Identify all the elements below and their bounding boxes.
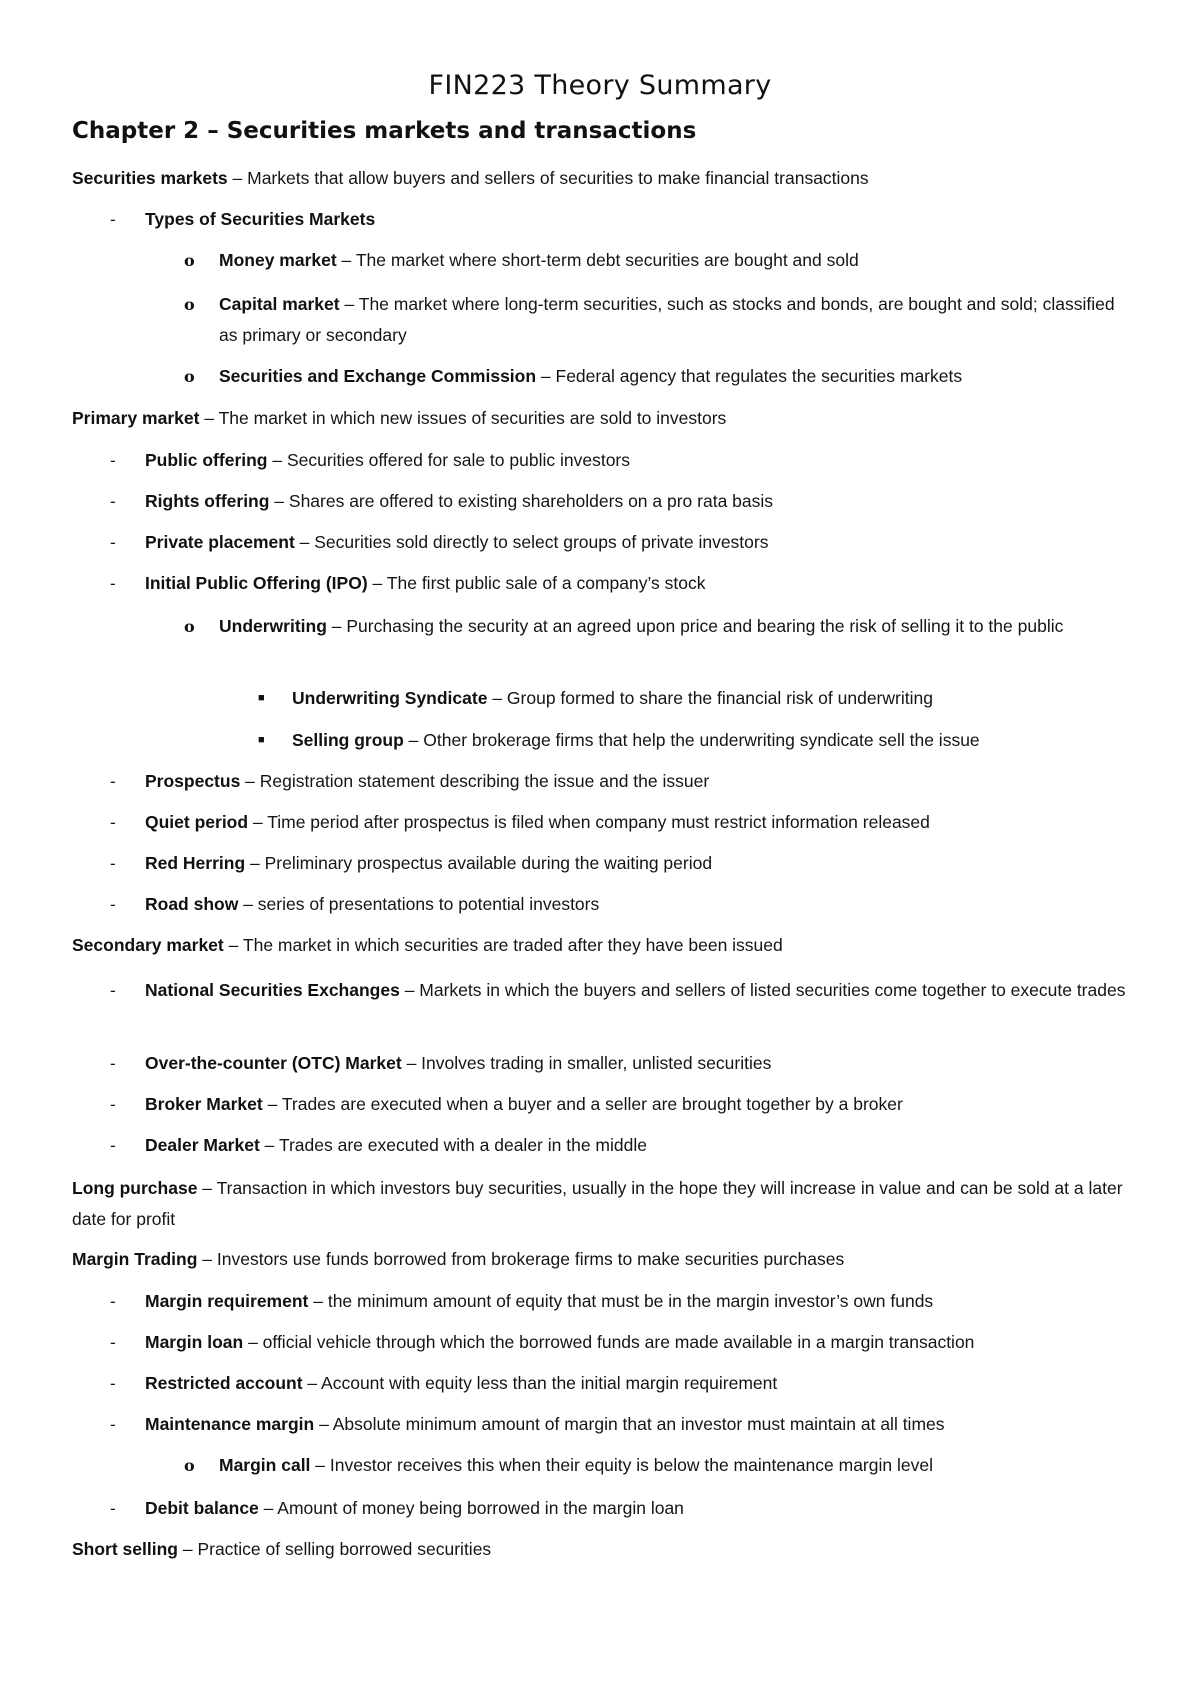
- definition-line: [145, 1286, 1135, 1317]
- term: Road show: [145, 894, 239, 914]
- definition-line: [219, 1450, 1124, 1481]
- definition: – The market where short-term debt securities are bought and sold: [336, 250, 859, 270]
- dash-bullet: -: [110, 1333, 116, 1352]
- circle-bullet: o: [184, 367, 195, 386]
- definition: – series of presentations to potential investors: [238, 894, 600, 914]
- term: Rights offering: [145, 491, 270, 511]
- definition-line: [219, 611, 1124, 642]
- definition: – Preliminary prospectus available during the waiting period: [245, 853, 713, 873]
- dash-bullet: -: [110, 1374, 116, 1393]
- dash-bullet: -: [110, 1415, 116, 1434]
- definition: – Practice of selling borrowed securities: [177, 1539, 492, 1559]
- circle-bullet: o: [184, 295, 195, 314]
- definition-line: [145, 975, 1135, 1006]
- definition: – Amount of money being borrowed in the margin loan: [258, 1498, 684, 1518]
- term: National Securities Exchanges: [145, 980, 400, 1000]
- dash-bullet: -: [110, 772, 116, 791]
- term: Selling group: [292, 730, 404, 750]
- term: Underwriting: [219, 616, 327, 636]
- definition: – Investor receives this when their equity is below the maintenance margin level: [310, 1455, 933, 1475]
- dash-bullet: -: [110, 210, 116, 229]
- definition-line: [219, 245, 1124, 276]
- definition-line: [145, 486, 1135, 517]
- term: Red Herring: [145, 853, 246, 873]
- definition-line: [145, 1089, 1135, 1120]
- definition: – Markets that allow buyers and sellers of securities to make financial transactions: [227, 168, 869, 188]
- definition: – Other brokerage firms that help the underwriting syndicate sell the issue: [403, 730, 980, 750]
- definition-line: [145, 445, 1135, 476]
- definition: – Absolute minimum amount of margin that an investor must maintain at all times: [314, 1414, 945, 1434]
- square-bullet: ■: [258, 734, 265, 746]
- definition-line: [292, 725, 1132, 756]
- definition-line: [145, 1493, 1135, 1524]
- definition-line: [72, 403, 726, 434]
- dash-bullet: -: [110, 1095, 116, 1114]
- chapter-heading: Chapter 2 – Securities markets and transactions: [72, 118, 697, 144]
- term: Securities markets: [72, 168, 228, 188]
- definition: – The market in which securities are traded after they have been issued: [223, 935, 783, 955]
- square-bullet: ■: [258, 692, 265, 704]
- circle-bullet: o: [184, 1456, 195, 1475]
- definition-line: [145, 1368, 1135, 1399]
- definition-line: [145, 568, 1135, 599]
- definition-line: [145, 1130, 1135, 1161]
- definition: – Purchasing the security at an agreed upon price and bearing the risk of selling it to the public: [326, 616, 1064, 636]
- term: Types of Securities Markets: [145, 209, 376, 229]
- term: Private placement: [145, 532, 295, 552]
- term: Prospectus: [145, 771, 241, 791]
- definition-line: [219, 289, 1124, 351]
- definition-line: [72, 1534, 491, 1565]
- definition-line: [292, 683, 1132, 714]
- term: Short selling: [72, 1539, 178, 1559]
- definition: – Federal agency that regulates the securities markets: [536, 366, 963, 386]
- definition: – Shares are offered to existing shareholders on a pro rata basis: [269, 491, 774, 511]
- term: Restricted account: [145, 1373, 303, 1393]
- definition: – Group formed to share the financial risk of underwriting: [487, 688, 933, 708]
- term: Money market: [219, 250, 337, 270]
- term: Margin call: [219, 1455, 311, 1475]
- definition: – The first public sale of a company’s stock: [367, 573, 706, 593]
- term: Maintenance margin: [145, 1414, 315, 1434]
- definition: – the minimum amount of equity that must be in the margin investor’s own funds: [308, 1291, 934, 1311]
- definition: – Registration statement describing the issue and the issuer: [240, 771, 710, 791]
- term: Secondary market: [72, 935, 224, 955]
- definition-line: [145, 766, 1135, 797]
- term: Long purchase: [72, 1178, 198, 1198]
- definition: – official vehicle through which the borrowed funds are made available in a margin transaction: [243, 1332, 975, 1352]
- definition-line: [145, 1048, 1135, 1079]
- definition: – The market in which new issues of securities are sold to investors: [199, 408, 727, 428]
- definition-line: [145, 527, 1135, 558]
- term: Dealer Market: [145, 1135, 260, 1155]
- definition: – Time period after prospectus is filed when company must restrict information released: [248, 812, 930, 832]
- definition: – Account with equity less than the initial margin requirement: [302, 1373, 778, 1393]
- definition: – Securities offered for sale to public investors: [267, 450, 631, 470]
- term: Margin Trading: [72, 1249, 198, 1269]
- definition-line: [72, 1173, 1132, 1235]
- term: Underwriting Syndicate: [292, 688, 488, 708]
- definition-line: [72, 1244, 844, 1275]
- term: Over-the-counter (OTC) Market: [145, 1053, 402, 1073]
- dash-bullet: -: [110, 981, 116, 1000]
- dash-bullet: -: [110, 1136, 116, 1155]
- definition: – The market where long-term securities, such as stocks and bonds, are bought and sold; classified as primary or secondary: [219, 294, 1115, 345]
- definition-line: [72, 930, 783, 961]
- definition-line: [145, 889, 1135, 920]
- term: Margin requirement: [145, 1291, 309, 1311]
- definition-line: [145, 204, 1135, 235]
- circle-bullet: o: [184, 251, 195, 270]
- definition: – Securities sold directly to select groups of private investors: [294, 532, 769, 552]
- term: Quiet period: [145, 812, 249, 832]
- dash-bullet: -: [110, 533, 116, 552]
- dash-bullet: -: [110, 854, 116, 873]
- dash-bullet: -: [110, 1292, 116, 1311]
- definition: – Trades are executed when a buyer and a seller are brought together by a broker: [262, 1094, 903, 1114]
- term: Initial Public Offering (IPO): [145, 573, 368, 593]
- definition-line: [219, 361, 1124, 392]
- dash-bullet: -: [110, 451, 116, 470]
- dash-bullet: -: [110, 1499, 116, 1518]
- dash-bullet: -: [110, 1054, 116, 1073]
- term: Securities and Exchange Commission: [219, 366, 537, 386]
- definition-line: [145, 807, 1135, 838]
- definition: – Investors use funds borrowed from brokerage firms to make securities purchases: [197, 1249, 845, 1269]
- definition: – Markets in which the buyers and sellers of listed securities come together to execute trades: [399, 980, 1126, 1000]
- definition-line: [145, 848, 1135, 879]
- term: Capital market: [219, 294, 340, 314]
- definition-line: [145, 1327, 1135, 1358]
- definition-line: [145, 1409, 1135, 1440]
- definition: – Transaction in which investors buy securities, usually in the hope they will increase in value and can be sold at a later date for profit: [72, 1178, 1123, 1229]
- dash-bullet: -: [110, 492, 116, 511]
- circle-bullet: o: [184, 617, 195, 636]
- term: Margin loan: [145, 1332, 244, 1352]
- dash-bullet: -: [110, 813, 116, 832]
- term: Broker Market: [145, 1094, 263, 1114]
- term: Primary market: [72, 408, 200, 428]
- definition: – Trades are executed with a dealer in the middle: [259, 1135, 647, 1155]
- definition-line: [72, 163, 869, 194]
- definition: – Involves trading in smaller, unlisted securities: [401, 1053, 772, 1073]
- dash-bullet: -: [110, 895, 116, 914]
- dash-bullet: -: [110, 574, 116, 593]
- document-title: FIN223 Theory Summary: [428, 70, 772, 101]
- term: Public offering: [145, 450, 268, 470]
- term: Debit balance: [145, 1498, 259, 1518]
